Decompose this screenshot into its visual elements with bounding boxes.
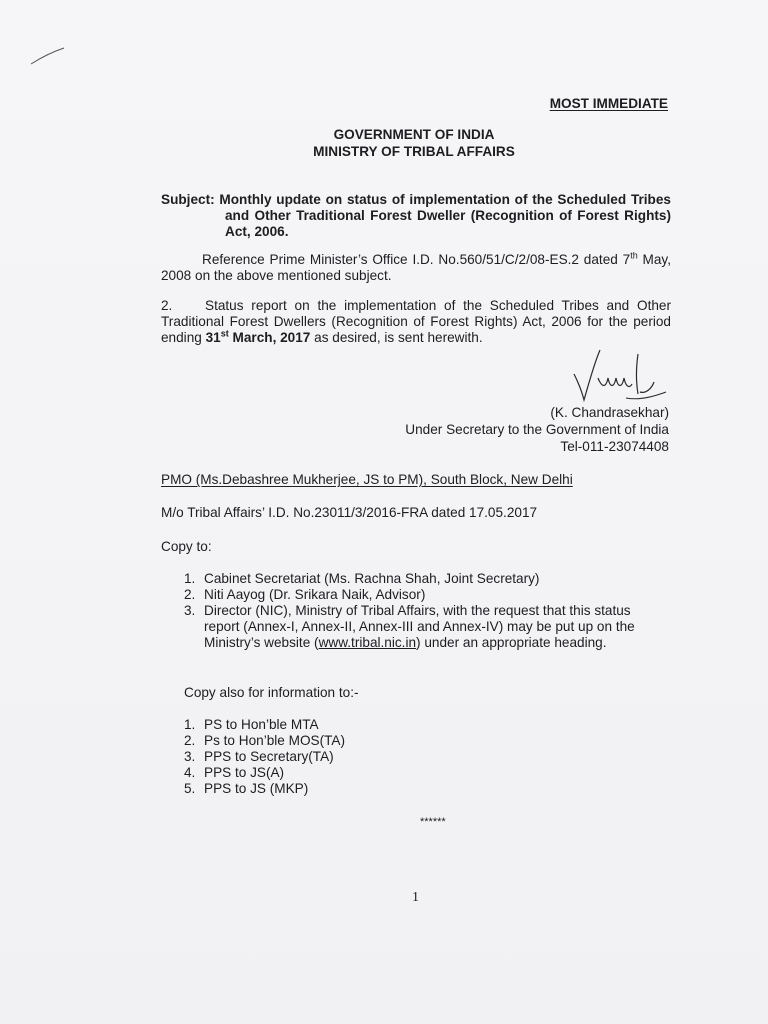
addressee: PMO (Ms.Debashree Mukherjee, JS to PM), South Block, New Delhi: [161, 472, 573, 487]
list-item: [184, 781, 664, 797]
reference-text: Reference Prime Minister’s Office I.D. No.560/51/C/2/08-ES.2 dated 7: [202, 252, 631, 267]
list-text: PPS to JS (MKP): [204, 781, 309, 796]
list-text: Niti Aayog (Dr. Srikara Naik, Advisor): [204, 587, 426, 602]
list-text: Cabinet Secretariat (Ms. Rachna Shah, Joint Secretary): [204, 571, 540, 586]
list-item: [184, 587, 664, 603]
list-item: [184, 765, 664, 781]
status-text-end: as desired, is sent herewith.: [310, 330, 483, 345]
signatory-name: (K. Chandrasekhar): [550, 405, 669, 420]
signatory-telephone: Tel-011-23074408: [560, 439, 669, 454]
period-date: [206, 330, 311, 345]
copy-also-label: Copy also for information to:-: [184, 685, 359, 700]
subject-block: [161, 192, 671, 240]
copy-also-list: [184, 717, 664, 797]
list-text: Director (NIC), Ministry of Tribal Affairs, with the request that this status report (Annex-I, Annex-II, Annex-III and Annex-IV) may be put up on the Ministry’s website (: [204, 603, 635, 650]
list-text: PPS to Secretary(TA): [204, 749, 334, 764]
list-number: 2.: [184, 587, 196, 602]
reference-paragraph: [161, 252, 671, 284]
copy-to-list: [184, 571, 664, 651]
subject-text: Monthly update on status of implementation of the Scheduled Tribes and Other Traditional Forest Dweller (Recognition of Forest Rights) Act, 2006.: [219, 192, 671, 239]
list-item: [184, 733, 664, 749]
subject-label: Subject:: [161, 192, 215, 207]
status-paragraph: [161, 298, 671, 346]
signatory-designation: Under Secretary to the Government of India: [405, 422, 669, 437]
list-number: 1.: [184, 571, 196, 586]
reference-text-end: May, 2008 on the above mentioned subject.: [161, 252, 671, 283]
website-link[interactable]: www.tribal.nic.in: [318, 635, 417, 650]
list-number: 3.: [184, 603, 196, 618]
pen-mark: [28, 46, 68, 68]
period-month-year: March, 2017: [228, 330, 311, 345]
list-number: 3.: [184, 749, 196, 764]
government-heading: GOVERNMENT OF INDIA: [333, 127, 495, 142]
list-number: 4.: [184, 765, 196, 780]
list-text: PPS to JS(A): [204, 765, 285, 780]
list-item: [184, 749, 664, 765]
list-number: 1.: [184, 717, 196, 732]
paragraph-number: 2.: [161, 298, 173, 313]
copy-to-label: Copy to:: [161, 539, 212, 554]
list-text: Ps to Hon’ble MOS(TA): [204, 733, 346, 748]
period-day-sup: st: [220, 328, 229, 339]
page-number: 1: [412, 890, 419, 905]
list-text: PS to Hon’ble MTA: [204, 717, 319, 732]
list-number: 2.: [184, 733, 196, 748]
list-number: 5.: [184, 781, 196, 796]
list-item: [184, 571, 664, 587]
list-item: [184, 603, 664, 651]
priority-label: MOST IMMEDIATE: [549, 96, 668, 111]
reference-sup: th: [630, 250, 638, 261]
end-marker: ******: [420, 816, 446, 828]
handwritten-signature: [566, 348, 676, 408]
status-text: Status report on the implementation of the Scheduled Tribes and Other Traditional Forest Dwellers (Recognition of Forest Rights) Act, 2006 for the period ending: [161, 298, 671, 345]
list-text-end: ) under an appropriate heading.: [416, 635, 607, 650]
period-day: 31: [205, 330, 221, 345]
id-reference: M/o Tribal Affairs’ I.D. No.23011/3/2016-FRA dated 17.05.2017: [161, 505, 538, 520]
ministry-heading: MINISTRY OF TRIBAL AFFAIRS: [313, 144, 515, 159]
list-item: [184, 717, 664, 733]
